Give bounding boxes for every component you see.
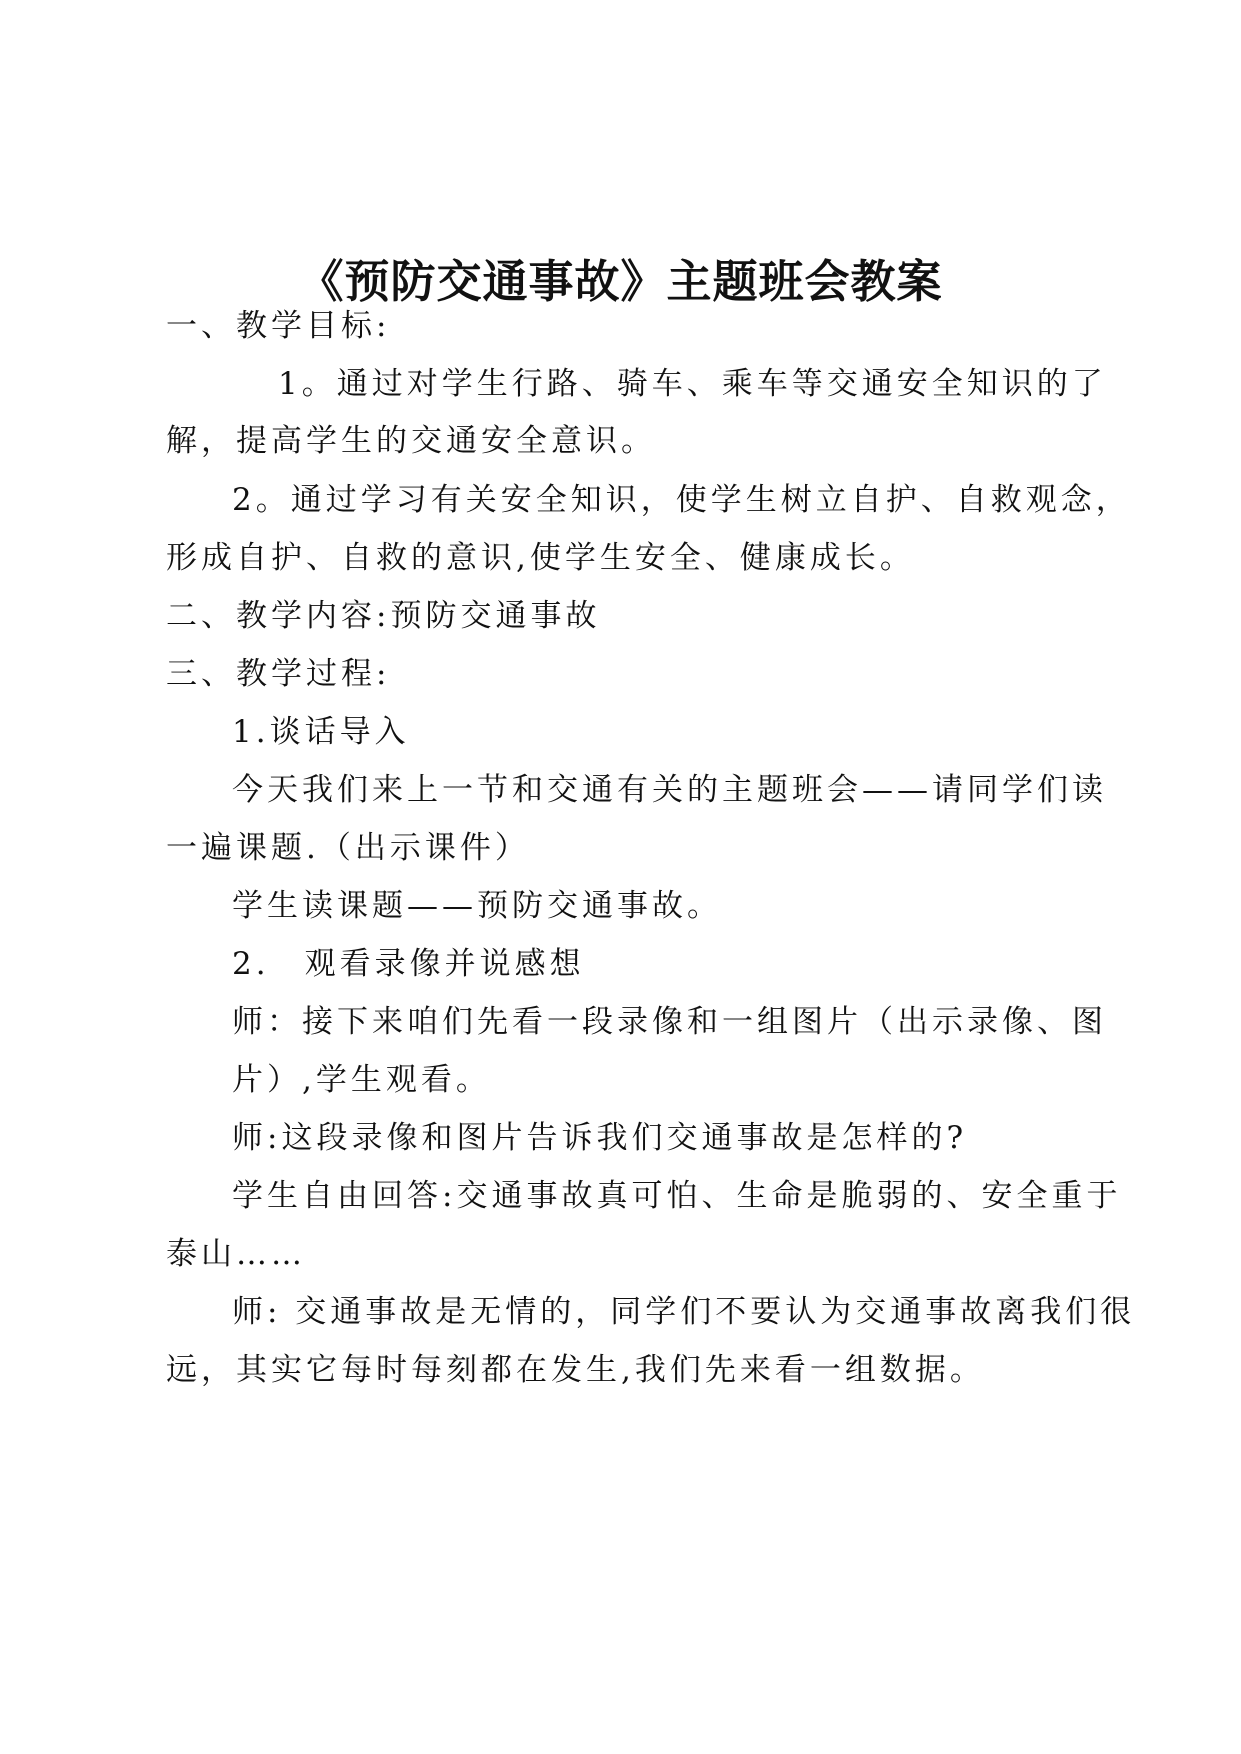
paragraph-line: 师: 交通事故是无情的，同学们不要认为交通事故离我们很 xyxy=(232,1294,1136,1330)
paragraph-line: 师：接下来咱们先看一段录像和一组图片（出示录像、图 xyxy=(232,1004,1107,1040)
paragraph-line: 师:这段录像和图片告诉我们交通事故是怎样的? xyxy=(232,1120,968,1156)
objective-1-line-1: 1。通过对学生行路、骑车、乘车等交通安全知识的了 xyxy=(278,366,1107,402)
section-heading-content: 二、教学内容:预防交通事故 xyxy=(166,598,601,634)
paragraph-line: 片）,学生观看。 xyxy=(232,1062,491,1098)
paragraph-line: 学生读课题——预防交通事故。 xyxy=(232,888,722,924)
process-step-1: 1.谈话导入 xyxy=(232,714,410,750)
paragraph-line: 学生自由回答:交通事故真可怕、生命是脆弱的、安全重于 xyxy=(232,1178,1122,1214)
paragraph-line: 远，其实它每时每刻都在发生,我们先来看一组数据。 xyxy=(166,1352,985,1388)
section-heading-process: 三、教学过程: xyxy=(166,656,391,692)
process-step-2: 2. 观看录像并说感想 xyxy=(232,946,585,982)
paragraph-line: 泰山…… xyxy=(166,1236,306,1272)
paragraph-line: 今天我们来上一节和交通有关的主题班会——请同学们读 xyxy=(232,772,1107,808)
objective-1-line-2: 解，提高学生的交通安全意识。 xyxy=(166,423,656,459)
paragraph-line: 一遍课题.（出示课件） xyxy=(166,830,530,866)
objective-2-line-2: 形成自护、自救的意识,使学生安全、健康成长。 xyxy=(166,540,915,576)
document-title: 《预防交通事故》主题班会教案 xyxy=(298,255,943,308)
section-heading-objectives: 一、教学目标: xyxy=(166,308,391,344)
objective-2-line-1: 2。通过学习有关安全知识，使学生树立自护、自救观念， xyxy=(232,482,1131,518)
